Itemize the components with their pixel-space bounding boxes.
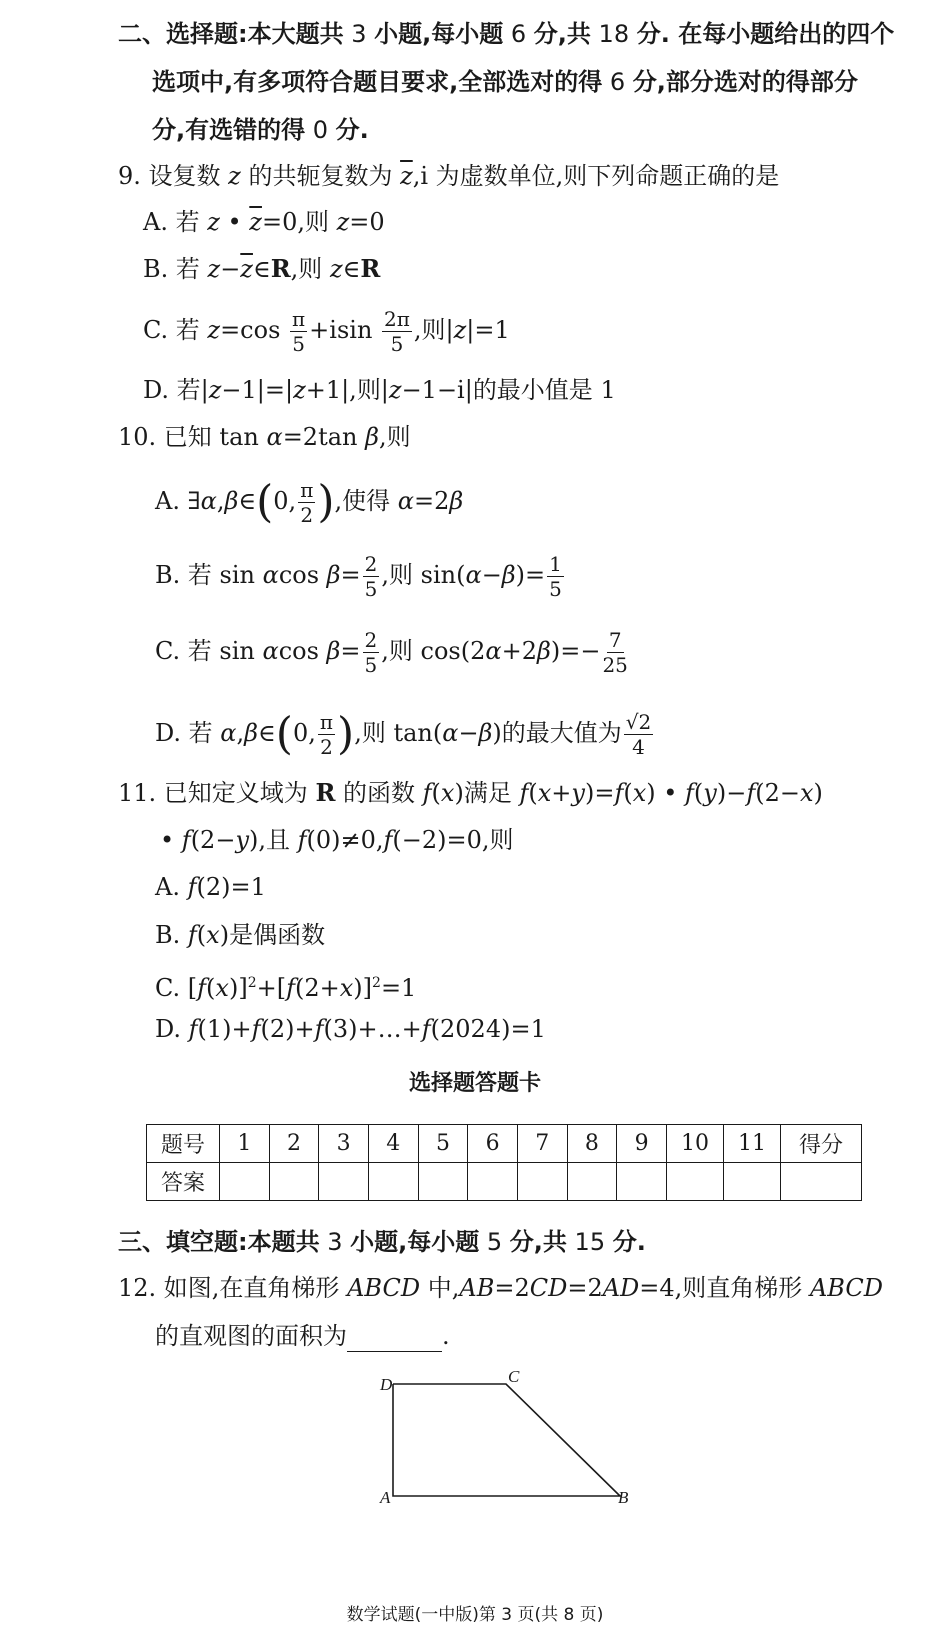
text: +isin: [309, 316, 381, 344]
text: ): [813, 779, 823, 807]
text: (2)=1: [196, 873, 266, 901]
var: β: [326, 637, 341, 665]
text: ∈: [238, 487, 257, 515]
var: z: [207, 316, 221, 344]
fraction: [363, 630, 380, 675]
var: f: [519, 779, 529, 807]
text: ∈: [258, 719, 276, 747]
q12-stem-line1: [118, 1272, 883, 1304]
text: −1−i|的最小值是 1: [401, 376, 616, 404]
text: ,则: [378, 423, 411, 451]
superscript: 2: [372, 975, 381, 991]
right-paren: ): [317, 476, 335, 528]
header-cell: 3: [319, 1125, 369, 1163]
text: +2: [501, 637, 537, 665]
heading-number: 5: [479, 1228, 510, 1256]
header-cell: 11: [724, 1125, 781, 1163]
var: β: [326, 561, 341, 589]
text: )=: [584, 779, 615, 807]
text: 12. 如图,在直角梯形: [118, 1274, 348, 1302]
denominator: 2: [320, 735, 333, 759]
text: A. ∃: [155, 487, 201, 515]
q10-stem: [118, 421, 411, 453]
answer-cell-6[interactable]: [468, 1163, 518, 1201]
heading-text: 分.: [335, 116, 369, 144]
text: ,i 为虚数单位,则下列命题正确的是: [412, 162, 780, 190]
q10-option-b: [155, 550, 566, 600]
var: x: [632, 779, 647, 807]
numerator: 1: [549, 552, 562, 576]
denominator: 2: [300, 503, 314, 527]
header-cell: 5: [418, 1125, 468, 1163]
var: α: [200, 487, 217, 515]
text: )=−: [550, 637, 601, 665]
q11-stem-line2: [160, 824, 514, 856]
answer-cell-11[interactable]: [724, 1163, 781, 1201]
var: f: [297, 826, 307, 854]
text: −: [481, 561, 502, 589]
fraction: [290, 309, 307, 354]
numerator: π: [292, 307, 306, 331]
superscript: 2: [247, 975, 257, 991]
trapezoid-figure: [370, 1360, 660, 1505]
var: ABCD: [347, 1274, 421, 1302]
fraction: [363, 554, 380, 599]
text: (−2)=0,则: [392, 826, 514, 854]
var: x: [206, 921, 220, 949]
text: 10. 已知 tan: [118, 423, 267, 451]
numerator: 2: [364, 628, 378, 652]
text: (2+: [294, 974, 340, 1002]
text: ,: [236, 719, 245, 747]
answer-cell-9[interactable]: [617, 1163, 667, 1201]
var: f: [197, 974, 207, 1002]
var: f: [187, 873, 197, 901]
text: +: [551, 779, 572, 807]
text: cos: [278, 637, 327, 665]
text: 的函数: [335, 779, 423, 807]
var: ABCD: [809, 1274, 883, 1302]
heading-text: 选项中,有多项符合题目要求,全部选对的得: [152, 68, 603, 96]
section2-heading-line3: [152, 114, 369, 146]
text: −: [220, 255, 241, 283]
text: 0,: [292, 719, 316, 747]
var: α: [266, 423, 283, 451]
var: α: [397, 487, 414, 515]
heading-number: 6: [503, 20, 534, 48]
text: =4,则直角梯形: [639, 1274, 810, 1302]
q11-stem-line1: [118, 777, 823, 809]
var: α: [262, 637, 279, 665]
text: (: [693, 779, 704, 807]
var: x: [339, 974, 354, 1002]
heading-text: 分. 在每小题给出的四个: [636, 20, 895, 48]
var: f: [251, 1015, 261, 1043]
heading-text: 分.: [612, 1228, 646, 1256]
answer-blank[interactable]: [347, 1325, 442, 1352]
heading-text: 二、选择题:本大题共: [118, 20, 344, 48]
var: f: [188, 1015, 198, 1043]
text: =2tan: [282, 423, 366, 451]
text: (0)≠0,: [306, 826, 384, 854]
var: z: [336, 208, 350, 236]
answer-cell-2[interactable]: [269, 1163, 319, 1201]
text: ∈: [252, 255, 271, 283]
header-cell: 9: [617, 1125, 667, 1163]
var: y: [571, 779, 585, 807]
header-cell: 题号: [147, 1125, 220, 1163]
fraction: [547, 554, 564, 599]
trapezoid-outline: [393, 1384, 620, 1496]
header-cell: 7: [517, 1125, 567, 1163]
text: )是偶函数: [219, 921, 326, 949]
var: f: [421, 1015, 431, 1043]
var: z: [329, 255, 343, 283]
set-symbol: R: [270, 254, 291, 283]
var: f: [422, 779, 432, 807]
denominator: 5: [390, 332, 404, 356]
text: =1: [380, 974, 417, 1002]
text: )]: [353, 974, 373, 1002]
text: (2−: [755, 779, 800, 807]
var: x: [537, 779, 552, 807]
fraction: [602, 630, 627, 675]
section2-heading-line1: [118, 18, 894, 50]
fraction: [624, 712, 653, 757]
text: (1)+: [197, 1015, 252, 1043]
var: z: [207, 208, 220, 236]
text: B. 若 sin: [155, 561, 263, 589]
answer-cell-8[interactable]: [567, 1163, 617, 1201]
text: (: [196, 921, 207, 949]
var: f: [181, 826, 191, 854]
denominator: 5: [292, 332, 305, 356]
text: 的共轭复数为: [240, 162, 401, 190]
text: =cos: [220, 316, 289, 344]
var: f: [685, 779, 694, 807]
numerator: 2: [364, 552, 378, 576]
answer-cell-1[interactable]: [220, 1163, 270, 1201]
section2-heading-line2: [152, 66, 858, 98]
text: 0,: [273, 487, 297, 515]
text: B.: [155, 921, 188, 949]
header-cell: 4: [368, 1125, 418, 1163]
text: (2−: [190, 826, 236, 854]
var: α: [485, 637, 502, 665]
var: β: [501, 561, 516, 589]
set-symbol: R: [315, 778, 336, 807]
var: α: [442, 719, 459, 747]
text: −: [458, 719, 479, 747]
text: C. 若: [143, 316, 208, 344]
var: f: [314, 1015, 324, 1043]
var: α: [220, 719, 237, 747]
text: C. [: [155, 974, 198, 1002]
q11-option-d: [155, 1013, 546, 1045]
q11-option-c: [155, 967, 416, 1004]
var: z: [208, 376, 222, 404]
fraction: [318, 712, 335, 757]
var: AB: [459, 1274, 495, 1302]
q11-option-a: [155, 871, 266, 903]
header-cell: 6: [468, 1125, 518, 1163]
text: •: [219, 208, 250, 236]
var: f: [286, 974, 295, 1002]
text: B. 若: [143, 255, 208, 283]
text: .: [442, 1322, 450, 1350]
denominator: 5: [364, 653, 378, 677]
text: D. 若|: [143, 376, 209, 404]
q12-stem-line2: [155, 1320, 450, 1352]
heading-number: 3: [343, 20, 375, 48]
page-footer: 数学试题(一中版)第 3 页(共 8 页): [346, 1605, 604, 1625]
q9-stem: [118, 160, 779, 192]
header-cell: 2: [269, 1125, 319, 1163]
heading-text: 小题,每小题: [350, 1228, 480, 1256]
heading-number: 3: [319, 1228, 351, 1256]
var: z: [388, 376, 402, 404]
text: =2: [494, 1274, 530, 1302]
header-cell: 得分: [781, 1125, 862, 1163]
text: (: [431, 779, 441, 807]
text: cos: [278, 561, 327, 589]
denominator: 25: [602, 653, 628, 677]
vertex-label-a: A: [380, 1488, 391, 1505]
text: =0,则: [261, 208, 337, 236]
text: )]: [228, 974, 248, 1002]
text: ,则|: [413, 316, 454, 344]
heading-text: 分,部分选对的得部分: [632, 68, 858, 96]
text: ,: [216, 487, 225, 515]
text: |=1: [466, 316, 510, 344]
text: =: [340, 637, 361, 665]
answer-cell-3[interactable]: [319, 1163, 369, 1201]
text: =: [340, 561, 361, 589]
var: f: [746, 779, 756, 807]
q9-option-c: [143, 306, 510, 354]
heading-text: 分,有选错的得: [152, 116, 306, 144]
text: )=: [515, 561, 546, 589]
text: ,则: [290, 255, 330, 283]
var: β: [536, 637, 551, 665]
text: ∈: [342, 255, 361, 283]
q9-option-d: [143, 374, 616, 406]
numerator: π: [319, 710, 334, 734]
fraction: [382, 309, 412, 354]
denominator: 5: [364, 577, 378, 601]
var: x: [215, 974, 229, 1002]
text: A.: [155, 873, 188, 901]
table-row: [147, 1163, 862, 1201]
var: z: [207, 255, 221, 283]
text: C. 若 sin: [155, 637, 263, 665]
var-conjugate: $\overline{z}$: [240, 255, 253, 283]
var: β: [365, 423, 379, 451]
text: 9. 设复数: [118, 162, 229, 190]
var: z: [293, 376, 306, 404]
text: =2: [414, 487, 450, 515]
numerator: 7: [608, 628, 622, 652]
text: ,则 cos(2: [381, 637, 486, 665]
text: 中,: [420, 1274, 460, 1302]
answer-cell-4[interactable]: [368, 1163, 418, 1201]
numerator: 2π: [384, 307, 410, 331]
var: β: [224, 487, 239, 515]
right-paren: ): [337, 708, 355, 760]
vertex-label-b: B: [618, 1488, 629, 1505]
text: A. 若: [143, 208, 208, 236]
text: ,使得: [334, 487, 398, 515]
text: •: [160, 826, 182, 854]
var: z: [228, 162, 241, 190]
text: )−: [716, 779, 747, 807]
vertex-label-d: D: [380, 1375, 393, 1394]
text: ,则 tan(: [354, 719, 443, 747]
var: y: [703, 779, 717, 807]
fraction: [298, 480, 315, 525]
answer-cell-10[interactable]: [667, 1163, 724, 1201]
var: β: [449, 487, 464, 515]
q9-option-b: [143, 253, 380, 285]
var: x: [799, 779, 814, 807]
heading-number: 18: [590, 20, 637, 48]
text: D. 若: [155, 719, 221, 747]
section3-heading: [118, 1226, 646, 1258]
var: z: [453, 316, 467, 344]
header-cell: 10: [667, 1125, 724, 1163]
numerator: π: [300, 478, 314, 502]
heading-number: 0: [305, 116, 336, 144]
text: (: [206, 974, 216, 1002]
header-cell: 8: [567, 1125, 617, 1163]
text: (2024)=1: [430, 1015, 546, 1043]
left-paren: (: [256, 476, 274, 528]
text: )的最大值为: [492, 719, 622, 747]
var: y: [235, 826, 249, 854]
text: +1|,则|: [305, 376, 389, 404]
var: f: [614, 779, 624, 807]
heading-text: 三、填空题:本题共: [118, 1228, 320, 1256]
text: 11. 已知定义域为: [118, 779, 316, 807]
var-conjugate: $\overline{z}$: [249, 208, 262, 236]
q11-option-b: [155, 919, 325, 951]
var: α: [465, 561, 482, 589]
var: α: [262, 561, 279, 589]
var: β: [244, 719, 259, 747]
var: f: [187, 921, 197, 949]
text: D.: [155, 1015, 189, 1043]
text: (2)+: [260, 1015, 315, 1043]
row-label: 答案: [147, 1163, 220, 1201]
answer-cell-5[interactable]: [418, 1163, 468, 1201]
text: =2: [567, 1274, 603, 1302]
var: β: [478, 719, 493, 747]
text: ) •: [646, 779, 686, 807]
var: AD: [602, 1274, 640, 1302]
text: ,则 sin(: [381, 561, 466, 589]
q10-option-a: [155, 476, 463, 526]
answer-card-table: [146, 1124, 862, 1201]
header-cell: 1: [220, 1125, 270, 1163]
answer-card-title: 选择题答题卡: [408, 1071, 541, 1096]
heading-text: 分,共: [533, 20, 591, 48]
answer-cell-7[interactable]: [517, 1163, 567, 1201]
var: f: [383, 826, 393, 854]
denominator: 4: [632, 735, 645, 759]
left-paren: (: [275, 708, 293, 760]
text: )满足: [454, 779, 520, 807]
denominator: 5: [549, 577, 562, 601]
set-symbol: R: [360, 254, 381, 283]
text: 的直观图的面积为: [155, 1322, 347, 1350]
text: +[: [256, 974, 287, 1002]
var: x: [440, 779, 455, 807]
text: (: [623, 779, 633, 807]
text: −1|=|: [221, 376, 294, 404]
score-cell[interactable]: [781, 1163, 862, 1201]
text: (3)+…+: [323, 1015, 422, 1043]
var: CD: [529, 1274, 568, 1302]
q9-option-a: [143, 206, 385, 238]
numerator: √2: [625, 710, 652, 734]
text: ),且: [249, 826, 298, 854]
q10-option-c: [155, 626, 630, 676]
q10-option-d: [155, 708, 655, 758]
text: =0: [349, 208, 385, 236]
heading-text: 小题,每小题: [374, 20, 504, 48]
heading-text: 分,共: [509, 1228, 567, 1256]
heading-number: 15: [566, 1228, 613, 1256]
heading-number: 6: [602, 68, 633, 96]
var-conjugate: $\overline{z}$: [400, 162, 413, 190]
text: (: [528, 779, 538, 807]
table-row: [147, 1125, 862, 1163]
vertex-label-c: C: [508, 1367, 520, 1386]
